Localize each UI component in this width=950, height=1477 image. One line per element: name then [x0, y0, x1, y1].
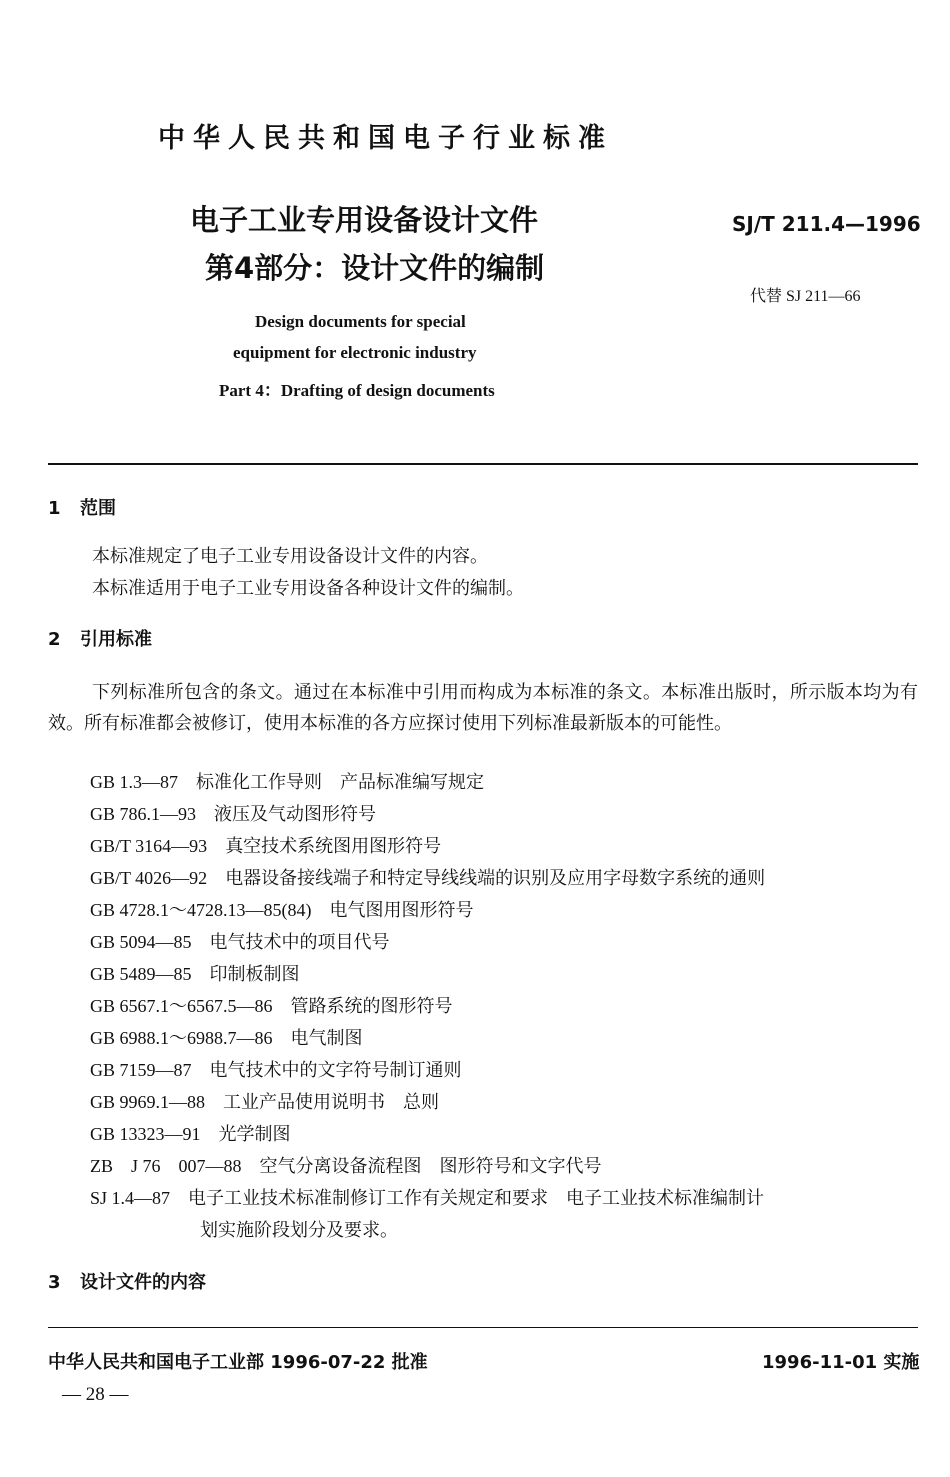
standard-code: SJ/T 211.4—1996: [732, 212, 921, 236]
document-title-en-line1: Design documents for special: [255, 312, 466, 331]
header-divider: [48, 463, 918, 465]
document-title-zh-line2: 第4部分：设计文件的编制: [205, 251, 545, 285]
reference-code: ZB J 76 007—88: [90, 1156, 242, 1176]
reference-code: GB 9969.1—88: [90, 1092, 206, 1112]
reference-code: GB 5094—85: [90, 932, 192, 952]
reference-title: 印制板制图: [209, 964, 300, 984]
reference-code: GB 7159—87: [90, 1060, 192, 1080]
reference-item: [90, 798, 765, 830]
reference-item: [90, 1022, 765, 1054]
reference-code: GB 1.3—87: [90, 772, 179, 792]
reference-item: [90, 1150, 765, 1182]
reference-code: GB 786.1—93: [90, 804, 197, 824]
scope-paragraph-2: 本标准适用于电子工业专用设备各种设计文件的编制。: [92, 578, 524, 598]
reference-item: [90, 1118, 765, 1150]
reference-code: GB 4728.1～4728.13—85(84): [90, 900, 312, 920]
document-title-en-line2: equipment for electronic industry: [233, 343, 477, 362]
reference-item: [90, 1086, 765, 1118]
reference-title: 电器设备接线端子和特定导线线端的识别及应用字母数字系统的通则: [225, 868, 766, 888]
scope-paragraph-1: 本标准规定了电子工业专用设备设计文件的内容。: [92, 546, 488, 566]
document-title-zh-line1: 电子工业专用设备设计文件: [190, 203, 539, 237]
section-heading-content: [48, 1268, 206, 1294]
reference-item-sj: [90, 1182, 918, 1246]
reference-title: 管路系统的图形符号: [290, 996, 453, 1016]
document-title-en-line3: Part 4：Drafting of design documents: [219, 381, 495, 400]
section-title: 范围: [80, 498, 116, 519]
section-number: 1: [48, 498, 61, 519]
normative-reference-list: [90, 766, 765, 1182]
reference-title: 电气技术中的文字符号制订通则: [209, 1060, 462, 1080]
standard-family-heading: 中华人民共和国电子行业标准: [158, 123, 613, 154]
reference-title: 真空技术系统图用图形符号: [225, 836, 442, 856]
reference-item: [90, 862, 765, 894]
reference-code: GB 6567.1～6567.5—86: [90, 996, 273, 1016]
reference-title: 电气图用图形符号: [329, 900, 474, 920]
reference-title: 标准化工作导则 产品标准编写规定: [196, 772, 485, 792]
footer-divider: [48, 1327, 918, 1328]
section-heading-scope: [48, 494, 116, 520]
reference-title: 电气技术中的项目代号: [209, 932, 390, 952]
approval-note: 中华人民共和国电子工业部 1996-07-22 批准: [48, 1352, 428, 1373]
reference-item: [90, 958, 765, 990]
reference-item: [90, 766, 765, 798]
section-title: 设计文件的内容: [80, 1272, 206, 1293]
reference-item: [90, 1054, 765, 1086]
reference-title: 液压及气动图形符号: [214, 804, 377, 824]
effective-date: 1996-11-01 实施: [762, 1352, 920, 1373]
reference-title: 电气制图: [290, 1028, 363, 1048]
reference-code: GB/T 4026—92: [90, 868, 208, 888]
page-number: — 28 —: [62, 1384, 129, 1405]
reference-code: GB 5489—85: [90, 964, 192, 984]
reference-item: [90, 830, 765, 862]
section-title: 引用标准: [80, 629, 152, 650]
reference-code: GB 13323—91: [90, 1124, 201, 1144]
reference-item: [90, 894, 765, 926]
reference-code: GB/T 3164—93: [90, 836, 208, 856]
reference-item: [90, 926, 765, 958]
reference-title: 工业产品使用说明书 总则: [223, 1092, 440, 1112]
reference-title: 光学制图: [218, 1124, 291, 1144]
section-heading-references: [48, 625, 152, 651]
section-number: 3: [48, 1272, 61, 1293]
replaces-note: 代替 SJ 211—66: [750, 288, 861, 305]
reference-code: SJ 1.4—87: [90, 1188, 171, 1208]
reference-title: 空气分离设备流程图 图形符号和文字代号: [259, 1156, 602, 1176]
section-number: 2: [48, 629, 61, 650]
references-intro-paragraph: 下列标准所包含的条文。通过在本标准中引用而构成为本标准的条文。本标准出版时，所示版本均为有效。所有标准都会被修订，使用本标准的各方应探讨使用下列标准最新版本的可能性。: [48, 682, 918, 733]
reference-code: GB 6988.1～6988.7—86: [90, 1028, 273, 1048]
reference-item: [90, 990, 765, 1022]
reference-title-line1: 电子工业技术标准制修订工作有关规定和要求 电子工业技术标准编制计: [188, 1188, 765, 1208]
reference-title-line2: 划实施阶段划分及要求。: [200, 1220, 398, 1240]
